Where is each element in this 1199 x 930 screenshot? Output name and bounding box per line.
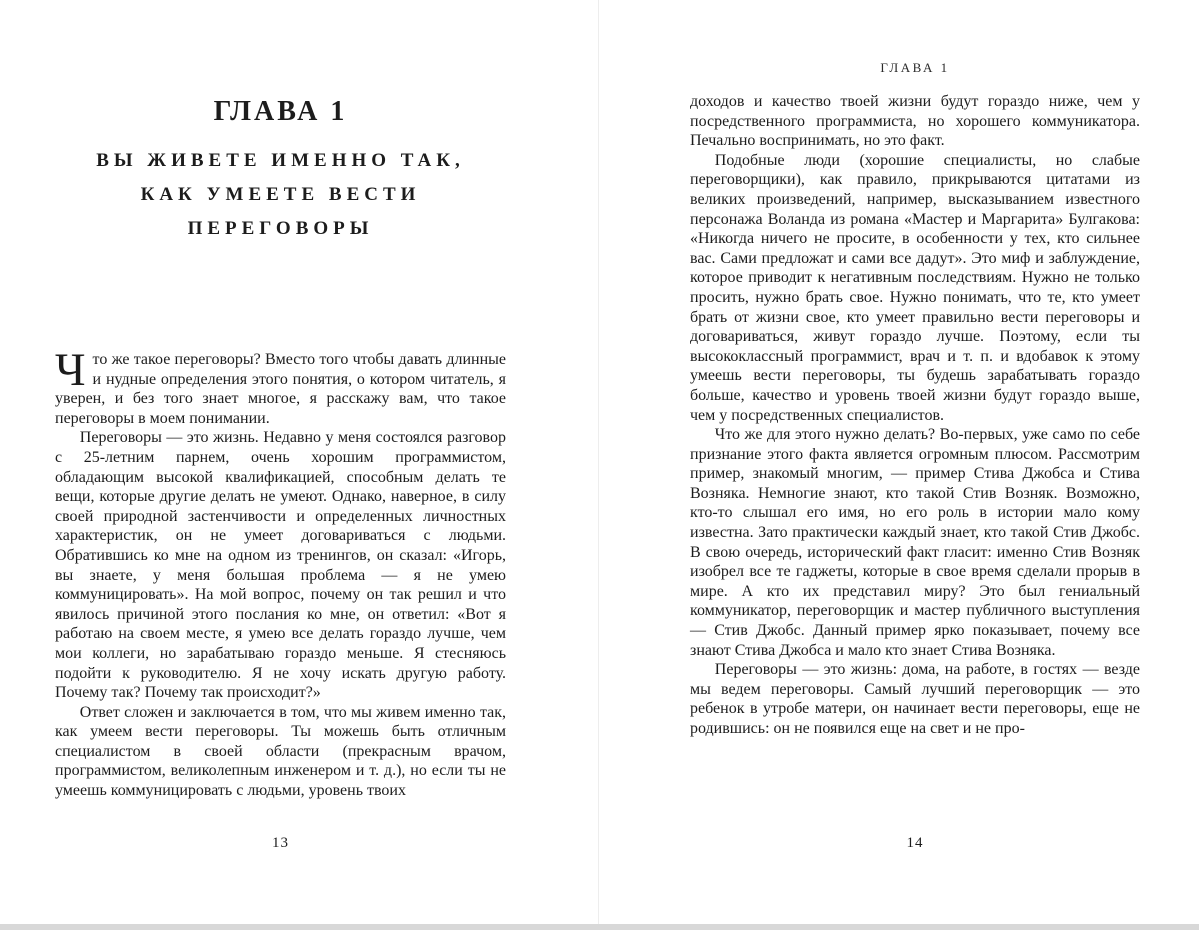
drop-cap: Ч	[55, 344, 86, 396]
chapter-subtitle-line: ПЕРЕГОВОРЫ	[187, 218, 374, 239]
right-page-body	[690, 92, 1140, 739]
page-number: 14	[906, 835, 924, 851]
chapter-heading	[55, 96, 506, 246]
chapter-subtitle	[55, 144, 506, 246]
body-paragraph: доходов и качество твоей жизни будут гораздо ниже, чем у посредственного программиста, но хорошего коммуникатора. Печально воспринимать, но это факт.	[690, 93, 1140, 150]
body-paragraph: Подобные люди (хорошие специалисты, но слабые переговорщики), как правило, прикрываются цитатами из великих произведений, например, высказыванием известного персонажа Воланда из романа «Мастер и Маргарита» Булгакова: «Никогда ничего не просите, в особенности у тех, кто сильнее вас. Сами предложат и сами все дадут». Это миф и заблуждение, которое приводит к негативным последствиям. Нужно не только просить, нужно брать свое. Нужно понимать, что те, кто умеет брать от жизни свое, кто умеет правильно вести переговоры и договариваться, живут гораздо лучше. Поэтому, если ты высококлассный программист, врач и т. п. и вдобавок к этому умеешь вести переговоры, ты будешь зарабатывать гораздо больше, качество и уровень твоей жизни будут гораздо выше, чем у посредственных специалистов.	[690, 151, 1140, 424]
paragraph-text: то же такое переговоры? Вместо того чтобы давать длинные и нудные определения этого понятия, о котором читатель, я уверен, и без того знает многое, я расскажу вам, что такое переговоры в моем понимании.	[55, 351, 506, 427]
chapter-subtitle-line: КАК УМЕЕТЕ ВЕСТИ	[140, 184, 421, 205]
body-paragraph: Переговоры — это жизнь: дома, на работе, в гостях — везде мы ведем переговоры. Самый лучший переговорщик — это ребенок в утробе матери, он начинает вести переговоры, еще не родившись: он не появился еще на свет и не про-	[690, 661, 1140, 737]
running-head: ГЛАВА 1	[880, 60, 950, 75]
body-paragraph	[55, 344, 506, 428]
left-page-body	[55, 344, 506, 801]
page-number: 13	[272, 835, 289, 851]
body-paragraph: Переговоры — это жизнь. Недавно у меня состоялся разговор с 25-летним парнем, очень хорошим программистом, обладающим высокой квалификацией, способным делать те вещи, которые другие делать не умеют. Однако, наверное, в силу своей природной застенчивости и определенных личностных характеристик, он не умеет договариваться с людьми. Обратившись ко мне на одном из тренингов, он сказал: «Игорь, вы знаете, у меня большая проблема — я не умею коммуницировать». На мой вопрос, почему он так решил и что явилось причиной этого послания ко мне, он ответил: «Вот я работаю на своем месте, я умею все делать гораздо лучше, чем мои коллеги, но зарабатываю гораздо меньше. Я стесняюсь подойти к руководителю. Я не хочу искать другую работу. Почему так? Почему так происходит?»	[55, 429, 506, 702]
right-page	[599, 0, 1199, 924]
chapter-subtitle-line: ВЫ ЖИВЕТЕ ИМЕННО ТАК,	[96, 150, 465, 171]
left-page	[0, 0, 599, 924]
body-paragraph: Ответ сложен и заключается в том, что мы живем именно так, как умеем вести переговоры. Ты можешь быть отличным специалистом в своей области (прекрасным врачом, программистом, великолепным инженером и т. д.), но если ты не умеешь коммуницировать с людьми, уровень твоих	[55, 703, 506, 800]
body-paragraph: Что же для этого нужно делать? Во-первых, уже само по себе признание этого факта является огромным плюсом. Рассмотрим пример, знакомый многим, — пример Стива Джобса и Стива Возняка. Немногие знают, кто такой Стив Возняк. Возможно, кто-то слышал его имя, но его роль в истории мало кому известна. Зато практически каждый знает, кто такой Стив Джобс. В свою очередь, исторический факт гласит: именно Стив Возняк изобрел все те гаджеты, которые в свое время сделали прорыв в мире. А кто их представил миру? Это был гениальный коммуникатор, переговорщик и мастер публичного выступления — Стив Джобс. Данный пример ярко показывает, почему все знают Стива Джобса и мало кто знает Стива Возняка.	[690, 426, 1140, 659]
chapter-title: ГЛАВА 1	[213, 96, 348, 127]
